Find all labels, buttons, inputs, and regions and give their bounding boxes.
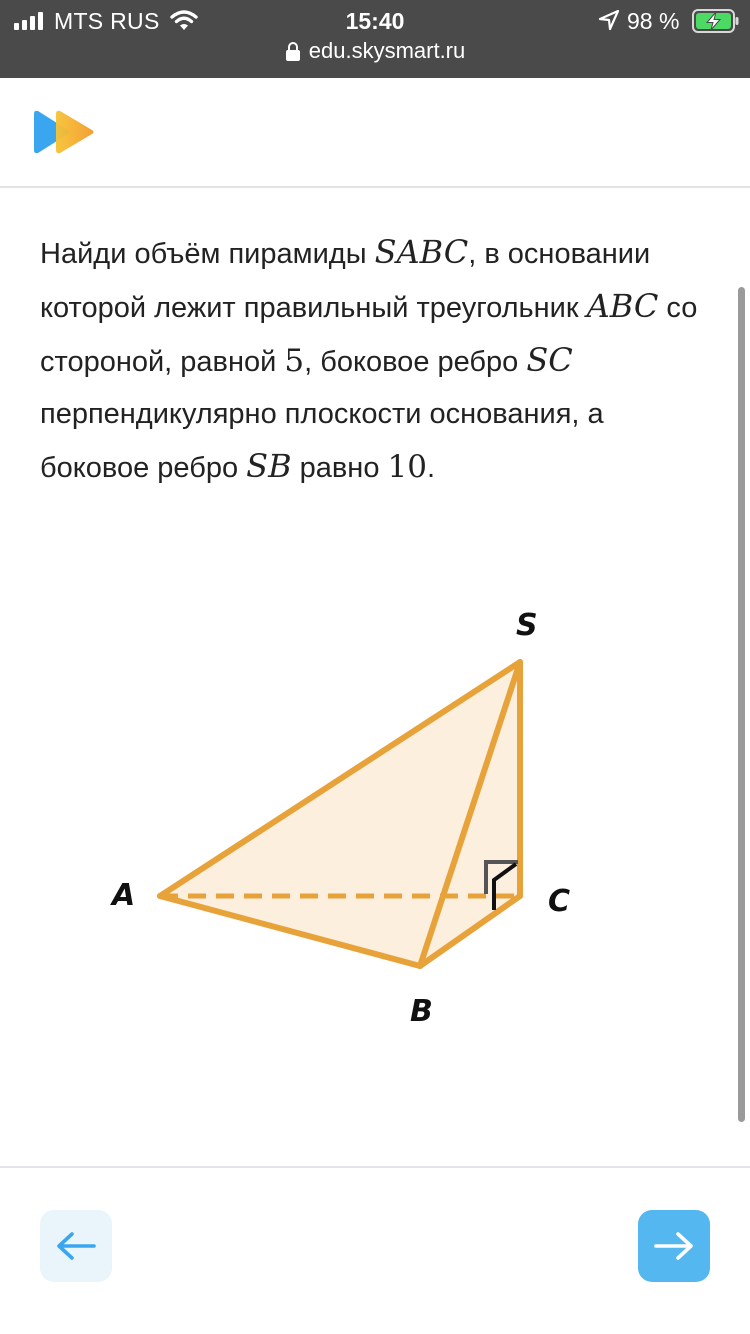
task-text-part: перпендикулярно плоскости основания, а боковое ребро (40, 398, 604, 484)
task-text-part: со стороной, равной (40, 292, 698, 378)
url-text: edu.skysmart.ru (308, 38, 466, 63)
status-bar (0, 0, 750, 78)
skysmart-logo[interactable] (30, 108, 98, 156)
task-text-part: , боковое ребро (304, 346, 527, 378)
math-pyramid: SABC (374, 233, 469, 271)
math-edge-length: 10 (387, 449, 427, 485)
vertex-label-b: B (410, 994, 433, 1029)
clock: 15:40 (345, 8, 405, 34)
vertex-label-a: A (112, 878, 136, 913)
location-arrow-icon (598, 9, 620, 31)
arrow-right-icon (652, 1230, 696, 1262)
lock-icon (285, 41, 301, 61)
navigation-footer (0, 1166, 750, 1334)
math-edge-sc: SC (526, 341, 573, 379)
previous-button[interactable] (40, 1210, 112, 1282)
carrier-name: MTS RUS (54, 8, 160, 34)
next-button[interactable] (638, 1210, 710, 1282)
task-text-part: Найди объём пирамиды (40, 238, 375, 270)
battery-percent: 98 % (627, 8, 680, 34)
vertex-label-c: C (548, 884, 571, 919)
math-triangle: ABC (586, 287, 659, 325)
pyramid-diagram (0, 560, 750, 1060)
battery-charging-icon (692, 9, 740, 33)
math-side-length: 5 (284, 343, 305, 379)
task-text-part: . (426, 452, 436, 484)
arrow-left-icon (54, 1230, 98, 1262)
pyramid-figure (0, 560, 750, 1060)
task-text-part: равно (291, 452, 388, 484)
app-header (0, 78, 750, 188)
math-edge-sb: SB (246, 447, 292, 485)
vertex-label-s: S (516, 608, 538, 643)
task-text-part: , в основании которой лежит правильный треугольник (40, 238, 651, 324)
task-text (40, 226, 720, 494)
address-bar[interactable] (0, 38, 750, 70)
